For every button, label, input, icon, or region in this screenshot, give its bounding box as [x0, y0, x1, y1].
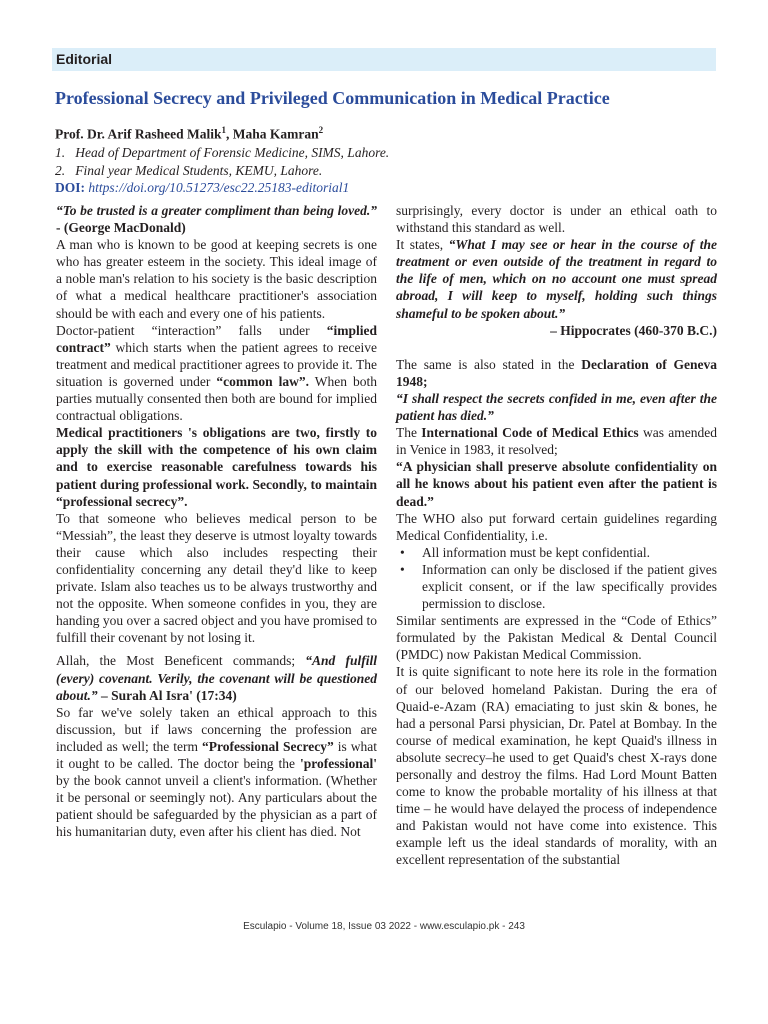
body-paragraph: surprisingly, every doctor is under an ethical oath to withstand this standard as well.	[396, 203, 717, 236]
epigraph-paragraph	[56, 202, 377, 236]
doi-link[interactable]: https://doi.org/10.51273/esc22.25183-editorial1	[88, 180, 350, 195]
oath-attribution: – Hippocrates (460-370 B.C.)	[550, 322, 717, 338]
affiliation-2	[55, 163, 322, 179]
oath-paragraph	[396, 236, 717, 321]
text-run: was amended in Venice in 1983, it resolved;	[396, 425, 717, 458]
body-paragraph: It is quite significant to note here its role in the formation of our beloved homeland Pakistan. During the era of Quaid-e-Azam (RA) emaciating to just skin & bones, he had a personal Parsi physician, Dr. Patel at Bombay. In the course of medical examination, he kept Quaid's illness in absolute secrecy–he used to get Quaid's chest X-rays done personally and destroy the films. Had Lord Mount Batten come to know the probable mortality of his illness at that time – he would have delayed the process of independence and Pakistan would not have come into existence. This example left us the ideal standards of morality, with an excellent representation of the substantial	[396, 664, 717, 868]
body-paragraph	[56, 322, 377, 425]
body-paragraph	[396, 356, 717, 390]
doi-label: DOI:	[55, 180, 85, 195]
affiliation-text: Head of Department of Forensic Medicine, SIMS, Lahore.	[75, 145, 390, 160]
body-paragraph: Similar sentiments are expressed in the “Code of Ethics” formulated by the Pakistan Medical & Dental Council (PMDC) now Pakistan Medical Commission.	[396, 613, 717, 663]
text-run: Doctor-patient “interaction” falls under	[56, 322, 327, 338]
body-paragraph	[396, 424, 717, 458]
section-label: Editorial	[52, 48, 716, 71]
author-line	[55, 125, 323, 143]
affiliation-number: 1.	[55, 145, 66, 160]
author-1-affiliation-mark: 1	[221, 125, 226, 135]
text-run: The	[396, 425, 422, 441]
quran-quote: “And fulfill (every) covenant. Verily, the covenant will be questioned about.”	[56, 653, 378, 703]
author-1-name: Prof. Dr. Arif Rasheed Malik	[55, 126, 222, 142]
text-run: by the book cannot unveil a client's information. (Whether it be personal or seemingly not). Any particulars about the patient should be safeguarded by the physician as a part of his humanitarian duty, even after his client has died. Not	[56, 773, 377, 840]
right-column	[396, 202, 717, 869]
author-2-name: Maha Kamran	[232, 126, 319, 142]
quran-quote-paragraph	[56, 652, 377, 703]
left-column	[56, 202, 377, 840]
hippocratic-oath-quote: “What I may see or hear in the course of the treatment or even outside of the treatment in regard to the life of men, which on no account one must spread abroad, I will keep to myself, holding such things shameful to be spoken about.”	[396, 237, 717, 321]
body-paragraph	[56, 704, 377, 841]
emphasis-term: International Code of Medical Ethics	[421, 425, 639, 441]
emphasis-term: 'professional'	[299, 756, 377, 771]
list-item: • All information must be kept confidential.	[396, 544, 717, 561]
emphasis-term: “common law”.	[216, 373, 310, 389]
affiliation-1	[55, 145, 389, 161]
list-item: • Information can only be disclosed if the patient gives explicit consent, or if the law specifically provides permission to disclose.	[396, 561, 717, 612]
text-run: It states,	[396, 237, 449, 253]
page-footer: Esculapio - Volume 18, Issue 03 2022 - www.esculapio.pk - 243	[243, 921, 525, 932]
text-run: which starts when the patient agrees to receive treatment and medical practitioner agrees to provide it. The situation is governed under	[56, 339, 377, 389]
doi-line	[55, 180, 349, 196]
geneva-quote: “I shall respect the secrets confided in me, even after the patient has died.”	[396, 390, 717, 424]
text-run: So far we've solely taken an ethical approach to this discussion, but if laws concerning the profession are included as well; the term	[56, 704, 377, 754]
epigraph-quote: “To be trusted is a greater compliment than being loved.”	[56, 203, 377, 218]
author-separator: ,	[226, 126, 233, 142]
body-paragraph: The WHO also put forward certain guidelines regarding Medical Confidentiality, i.e.	[396, 510, 717, 543]
emphasis-term: “Professional Secrecy”	[202, 738, 334, 754]
quote-source: – Surah Al Isra' (17:34)	[97, 687, 237, 703]
affiliation-number: 2.	[55, 163, 66, 178]
body-paragraph: A man who is known to be good at keeping secrets is one who has greater esteem in the society. This ideal image of a noble man's relation to his society is the basic description of what a medical healthcare practitioner's association should be with each and every one of his patients.	[56, 237, 377, 321]
emphasis-term: Declaration of Geneva 1948;	[396, 356, 717, 389]
who-guidelines-list	[396, 544, 717, 612]
text-run: When both parties mutually consented then both are bound for implied contractual obligations.	[56, 373, 377, 424]
text-run: The same is also stated in the	[396, 356, 582, 372]
affiliation-text: Final year Medical Students, KEMU, Lahore.	[75, 163, 323, 178]
author-2-affiliation-mark: 2	[318, 125, 324, 135]
epigraph-attribution: - (George MacDonald)	[56, 220, 186, 236]
emphasis-term: “implied contract”	[56, 322, 377, 355]
text-run: is what it ought to be called. The doctor being the	[56, 738, 377, 771]
article-title: Professional Secrecy and Privileged Communication in Medical Practice	[55, 88, 610, 108]
ethics-code-quote: “A physician shall preserve absolute confidentiality on all he knows about his patient even after the patient is dead.”	[396, 459, 717, 509]
body-paragraph: To that someone who believes medical person to be “Messiah”, the least they deserve is utmost loyalty towards their cause which also includes respecting their confidentiality concerning any detail they'd like to keep private. Islam also teaches us to be always trustworthy and not the opposite. When someone confides in you, they are handing you over a sacred object and you have promised to fulfill their covenant by not losing it.	[56, 510, 377, 646]
body-paragraph-bold: Medical practitioners 's obligations are two, firstly to apply the skill with the competence of his own claim and to exercise reasonable carefulness towards his patient during professional work. Secondly, to maintain “professional secrecy”.	[56, 425, 377, 509]
text-run: Allah, the Most Beneficent commands;	[56, 653, 306, 669]
